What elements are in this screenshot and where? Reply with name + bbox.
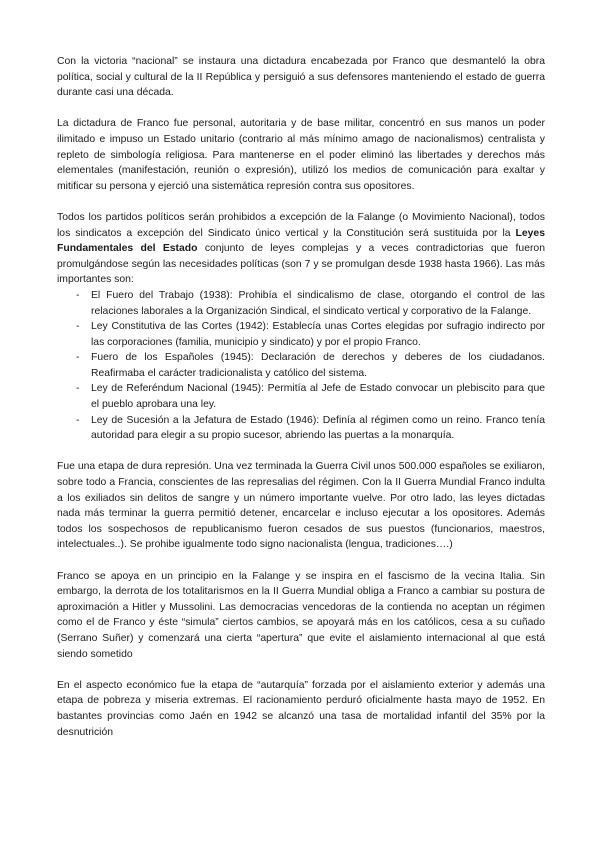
paragraph-text: Todos los partidos políticos serán prohibidos a excepción de la Falange (o Movimiento Nacional), todos los sindicatos a excepción del Sindicato único vertical y la Constitución será sustituida por la bbox=[57, 211, 545, 239]
paragraph-partidos-prohibidos bbox=[57, 210, 545, 288]
laws-list bbox=[57, 288, 545, 444]
list-item-text: El Fuero del Trabajo (1938): Prohibía el sindicalismo de clase, otorgando el control de las relaciones laborales a la Organización Sindical, el sindicato vertical y corporativo de la Falange. bbox=[91, 289, 545, 317]
list-item-text: Ley de Referéndum Nacional (1945): Permitía al Jefe de Estado convocar un plebiscito para que el pueblo aprobara una ley. bbox=[91, 383, 545, 411]
paragraph-represion: Fue una etapa de dura represión. Una vez terminada la Guerra Civil unos 500.000 españoles se exiliaron, sobre todo a Francia, conscientes de las represalias del régimen. Con la II Guerra Mundial Franco indulta a los exiliados sin delitos de sangre y un número importante vuelve. Por otro lado, las leyes dictadas nada más terminar la guerra permitió detener, encarcelar e incluso ejecutar a los opositores. Además todos los sospechosos de republicanismo fueron cesados de sus puestos (funcionarios, maestros, intelectuales..). Se prohibe igualmente todo signo nacionalista (lengua, tradiciones….) bbox=[57, 461, 545, 551]
paragraph-autarquia: En el aspecto económico fue la etapa de “autarquía” forzada por el aislamiento exterior y además una etapa de pobreza y miseria extremas. El racionamiento perduró oficialmente hasta mayo de 1952. En bastantes provincias como Jaén en 1942 se alcanzó una tasa de mortalidad infantil del 35% por la desnutrición bbox=[57, 679, 545, 738]
dash-bullet: - bbox=[76, 414, 80, 426]
list-item-ley-cortes bbox=[57, 319, 545, 350]
dash-bullet: - bbox=[76, 383, 80, 395]
dash-bullet: - bbox=[76, 289, 80, 301]
paragraph-victoria-nacional: Con la victoria “nacional” se instaura una dictadura encabezada por Franco que desmanteló la obra política, social y cultural de la II República y persiguió a sus defensores manteniendo el estado de guerra durante casi una década. bbox=[57, 56, 545, 99]
list-item-text: Fuero de los Españoles (1945): Declaración de derechos y deberes de los ciudadanos. Reafirmaba el carácter tradicionalista y católico del sistema. bbox=[91, 352, 545, 379]
paragraph-text: conjunto de leyes complejas y a veces contradictorias que fueron promulgándose según las necesidades políticas (son 7 y se promulgan desde 1938 hasta 1966). Las más importantes son: bbox=[57, 243, 545, 286]
paragraph-dictadura-personal: La dictadura de Franco fue personal, autoritaria y de base militar, concentró en sus manos un poder ilimitado e impuso un Estado unitario (contrario al más mínimo amago de nacionalismos) centralista y repleto de simbología religiosa. Para mantenerse en el poder eliminó las libertades y derechos más elementales (manifestación, reunión o expresión), utilizó los medios de comunicación para exaltar y mitificar su persona y ejerció una sistemática represión contra sus opositores. bbox=[57, 118, 545, 192]
paragraph-falange-fascismo: Franco se apoya en un principio en la Falange y se inspira en el fascismo de la vecina Italia. Sin embargo, la derrota de los totalitarismos en la II Guerra Mundial obliga a Franco a cambiar su postura de aproximación a Hitler y Mussolini. Las democracias vencedoras de la contienda no aceptan un régimen como el de Franco y éste “simula” ciertos cambios, se apoyará más en los católicos, cesa a su cuñado (Serrano Suñer) y comenzará una cierta “apertura” que evite el aislamiento internacional al que está siendo sometido bbox=[57, 570, 545, 660]
list-item-ley-sucesion bbox=[57, 413, 545, 444]
document-page bbox=[57, 54, 545, 756]
list-item-text: Ley de Sucesión a la Jefatura de Estado (1946): Definía al régimen como un reino. Franco tenía autoridad para elegir a su propio sucesor, abriendo las puertas a la monarquía. bbox=[91, 414, 545, 442]
list-item-text: Ley Constitutiva de las Cortes (1942): Establecía unas Cortes elegidas por sufragio indirecto por las corporaciones (familia, municipio y sindicato) y por el propio Franco. bbox=[91, 321, 545, 348]
leyes-fundamentales-bold: Leyes Fundamentales del Estado bbox=[57, 227, 545, 255]
dash-bullet: - bbox=[76, 352, 80, 364]
dash-bullet: - bbox=[76, 321, 80, 333]
list-item-ley-referendum bbox=[57, 381, 545, 412]
list-item-fuero-trabajo bbox=[57, 288, 545, 319]
list-item-fuero-espanoles bbox=[57, 350, 545, 381]
